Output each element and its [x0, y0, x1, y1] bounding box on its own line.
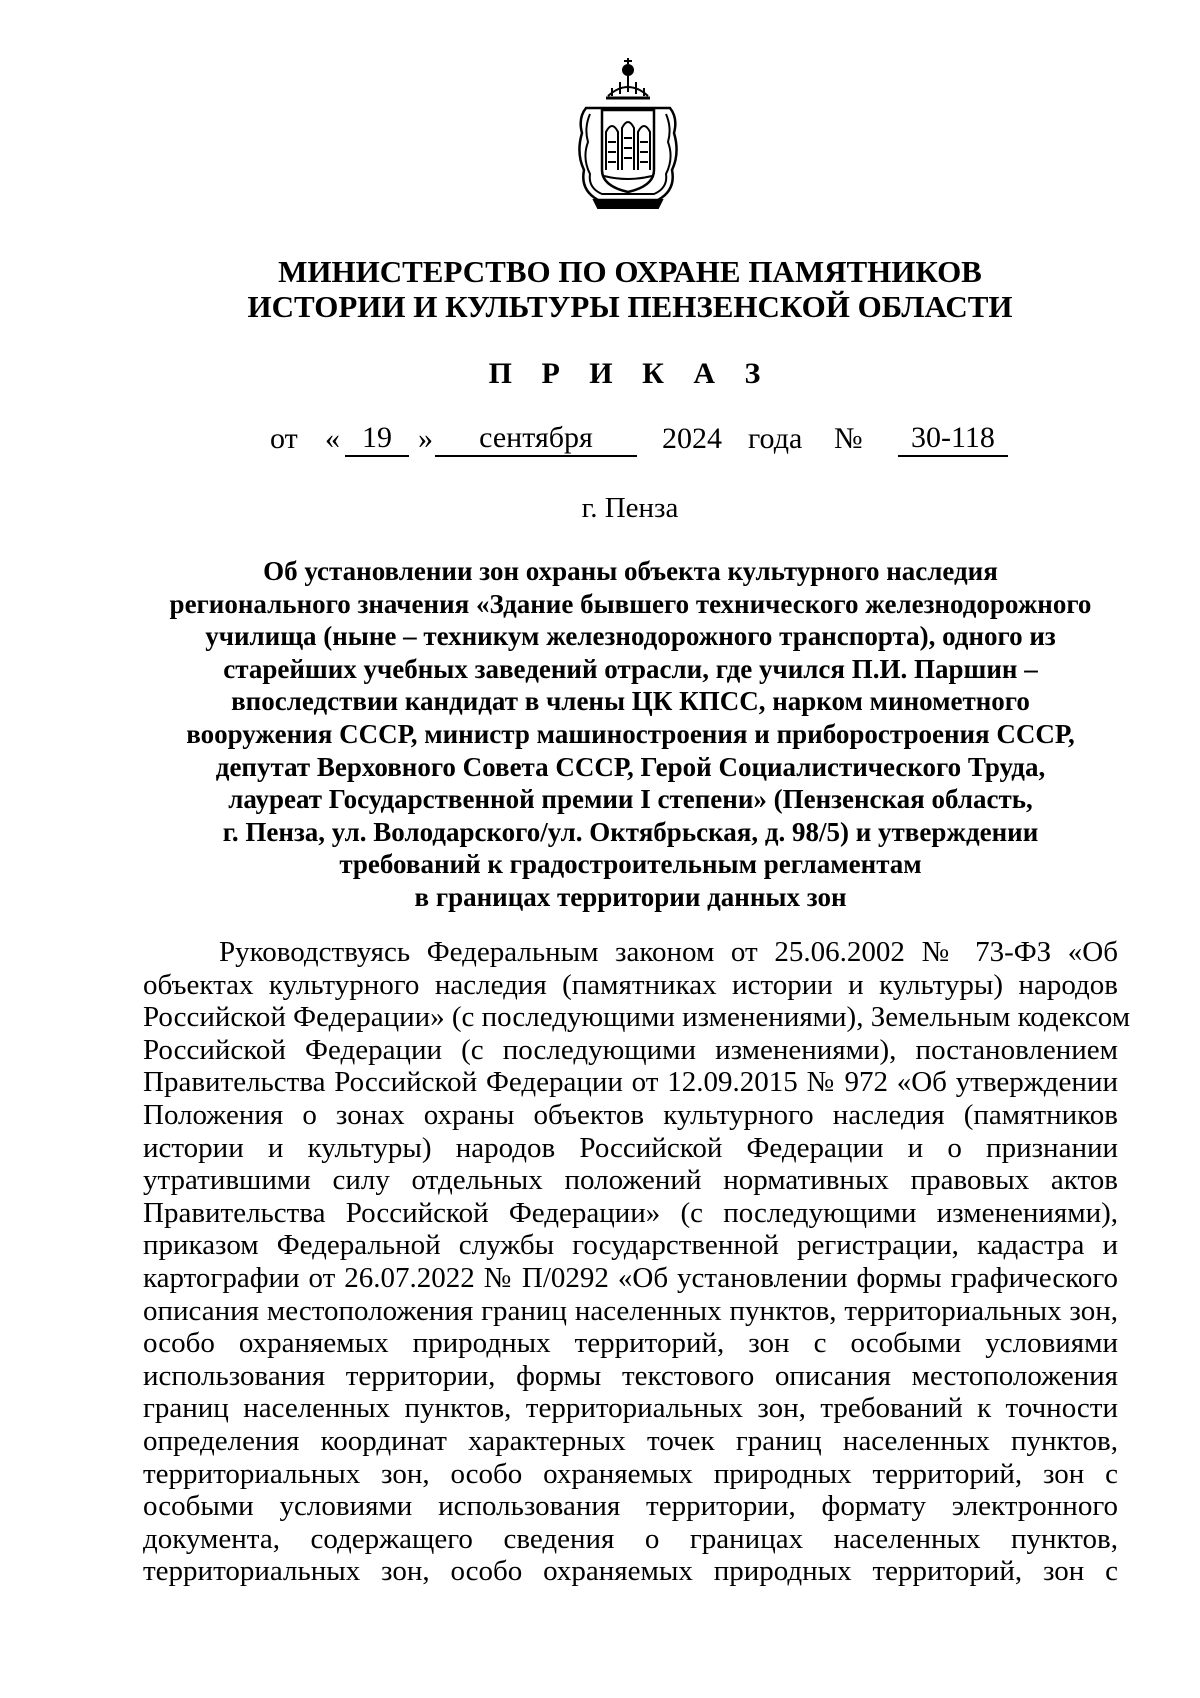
heading-line: г. Пенза, ул. Володарского/ул. Октябрьская, д. 98/5) и утверждении	[222, 816, 1039, 847]
order-title: П Р И К А З	[488, 357, 772, 390]
body-paragraph	[143, 936, 1131, 1588]
body-line: истории и культуры) народов Российской Федерации и о признании	[143, 1131, 1118, 1164]
date-quote-open: «	[325, 422, 340, 455]
body-line: особо охраняемых природных территорий, зон с особыми условиями	[143, 1327, 1118, 1360]
coat-of-arms-emblem	[568, 58, 688, 213]
heading-line: регионального значения «Здание бывшего технического железнодорожного	[169, 588, 1092, 619]
body-line: описания местоположения границ населенных пунктов, территориальных зон,	[143, 1294, 1118, 1327]
city-name: г. Пенза	[581, 492, 679, 524]
body-line: Правительства Российской Федерации от 12.09.2015 № 972 «Об утверждении	[143, 1066, 1118, 1099]
heading-line: депутат Верховного Совета СССР, Герой Социалистического Труда,	[215, 751, 1046, 782]
date-year: 2024	[662, 422, 722, 455]
body-line: приказом Федеральной службы государственной регистрации, кадастра и	[143, 1229, 1118, 1262]
body-line: Российской Федерации (с последующими изменениями), постановлением	[143, 1033, 1118, 1066]
body-line: утратившими силу отдельных положений нормативных правовых актов	[143, 1164, 1118, 1197]
body-line: картографии от 26.07.2022 № П/0292 «Об установлении формы графического	[143, 1261, 1118, 1294]
body-line: территориальных зон, особо охраняемых природных территорий, зон с	[143, 1555, 1118, 1588]
body-line: определения координат характерных точек границ населенных пунктов,	[143, 1424, 1118, 1457]
heading-line: впоследствии кандидат в члены ЦК КПСС, нарком минометного	[231, 686, 1030, 717]
body-line: границ населенных пунктов, территориальных зон, требований к точности	[143, 1392, 1118, 1425]
body-line: Положения о зонах охраны объектов культурного наследия (памятников	[143, 1098, 1118, 1131]
date-day: 19	[345, 421, 409, 457]
body-line: документа, содержащего сведения о границах населенных пунктов,	[143, 1522, 1118, 1555]
heading-line: лауреат Государственной премии I степени» (Пензенская область,	[228, 784, 1033, 815]
heading-line: вооружения СССР, министр машиностроения и приборостроения СССР,	[186, 718, 1075, 749]
order-number: 30-118	[898, 421, 1008, 457]
order-heading	[143, 555, 1118, 914]
ministry-name-line-2: ИСТОРИИ И КУЛЬТУРЫ ПЕНЗЕНСКОЙ ОБЛАСТИ	[247, 289, 1013, 324]
heading-line: требований к градостроительным регламентам	[339, 849, 922, 880]
body-line: территориальных зон, особо охраняемых природных территорий, зон с	[143, 1457, 1118, 1490]
heading-line: в границах территории данных зон	[414, 881, 847, 912]
date-from-label: от	[270, 422, 298, 455]
ministry-name-line-1: МИНИСТЕРСТВО ПО ОХРАНЕ ПАМЯТНИКОВ	[278, 254, 982, 289]
date-year-word: года	[748, 422, 803, 455]
heading-line: Об установлении зон охраны объекта культурного наследия	[263, 556, 998, 586]
date-quote-close: »	[418, 422, 433, 455]
body-line: использования территории, формы текстового описания местоположения	[143, 1359, 1118, 1392]
body-line: Российской Федерации» (с последующими изменениями), Земельным кодексом	[143, 1001, 1131, 1034]
number-sign: №	[834, 422, 863, 455]
ministry-name	[150, 254, 1110, 324]
body-line: объектах культурного наследия (памятниках истории и культуры) народов	[143, 968, 1118, 1001]
order-date-line	[150, 421, 1110, 461]
body-line: Руководствуясь Федеральным законом от 25.06.2002 № 73-ФЗ «Об	[219, 936, 1118, 968]
date-month: сентября	[435, 421, 637, 457]
heading-line: училища (ныне – техникум железнодорожного транспорта), одного из	[205, 621, 1056, 652]
body-line: Правительства Российской Федерации» (с последующими изменениями),	[143, 1196, 1118, 1229]
body-line: особыми условиями использования территории, формату электронного	[143, 1490, 1118, 1523]
heading-line: старейших учебных заведений отрасли, где учился П.И. Паршин –	[223, 653, 1038, 684]
